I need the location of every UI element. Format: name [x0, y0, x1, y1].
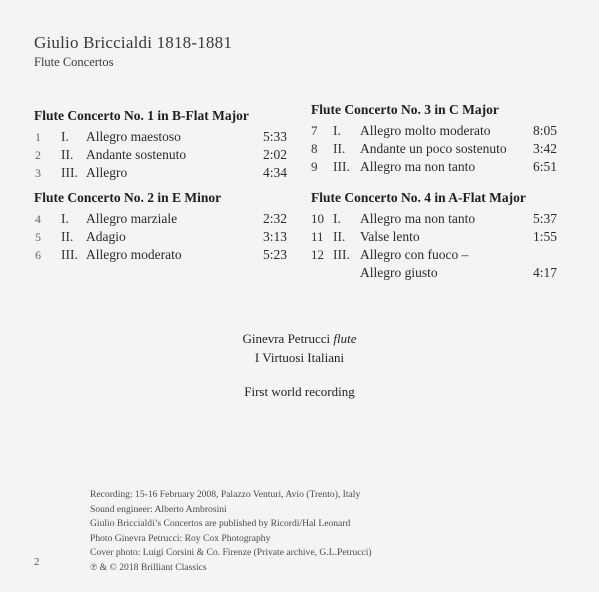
track-duration: 6:51: [532, 159, 557, 174]
track-row: [311, 210, 557, 228]
track-number: 1: [35, 130, 41, 144]
movement-name: Allegro maestoso: [86, 129, 181, 144]
movement-number: II.: [61, 147, 74, 162]
movement-number: I.: [333, 123, 341, 138]
movement-name: Andante sostenuto: [86, 147, 187, 162]
track-duration: 2:02: [262, 147, 287, 162]
track-duration: 5:23: [262, 247, 287, 262]
movement-number: I.: [61, 211, 69, 226]
movement-name: Allegro moderato: [86, 247, 182, 262]
track-number: 5: [35, 230, 41, 244]
track-duration: 4:17: [532, 265, 557, 280]
track-row: [34, 146, 287, 164]
track-row: [34, 128, 287, 146]
track-number: 2: [35, 148, 41, 162]
movement-name: Allegro giusto: [360, 265, 438, 280]
track-number: 10: [311, 211, 324, 226]
note-sound-engineer: Sound engineer: Alberto Ambrosini: [90, 503, 227, 515]
track-row-continuation: [311, 264, 557, 282]
movement-number: II.: [333, 229, 346, 244]
track-row: [34, 246, 287, 264]
concerto-1-section: [34, 108, 287, 182]
movement-name: Allegro ma non tanto: [360, 159, 476, 174]
movement-number: III.: [61, 247, 78, 262]
movement-name: Allegro: [86, 165, 128, 180]
track-row: [311, 228, 557, 246]
movement-name: Allegro ma non tanto: [360, 211, 476, 226]
soloist-name: Ginevra Petrucci: [242, 331, 331, 346]
track-number: 11: [311, 229, 324, 244]
concerto-3-section: [311, 102, 557, 176]
track-duration: 5:37: [532, 211, 557, 226]
movement-name: Valse lento: [360, 229, 420, 244]
track-number: 9: [311, 159, 318, 174]
page-number: 2: [34, 556, 40, 568]
movement-name: Andante un poco sostenuto: [360, 141, 507, 156]
track-duration: 2:32: [262, 211, 287, 226]
movement-number: III.: [333, 247, 350, 262]
track-duration: 3:42: [532, 141, 557, 156]
album-subtitle: Flute Concertos: [34, 55, 114, 69]
concerto-4-section: [311, 190, 557, 282]
note-publisher: Giulio Briccialdi’s Concertos are published by Ricordi/Hal Leonard: [90, 518, 351, 530]
concerto-title: Flute Concerto No. 2 in E Minor: [34, 190, 222, 205]
track-number: 4: [35, 212, 41, 226]
track-number: 6: [35, 248, 41, 262]
track-duration: 4:34: [262, 165, 287, 180]
movement-number: I.: [333, 211, 341, 226]
track-row: [311, 246, 557, 264]
movement-number: I.: [61, 129, 69, 144]
concerto-2-section: [34, 190, 287, 264]
composer-heading: Giulio Briccialdi 1818-1881: [34, 33, 233, 52]
movement-number: III.: [333, 159, 350, 174]
note-copyright: ℗ & © 2018 Brilliant Classics: [90, 561, 207, 573]
track-number: 3: [35, 166, 41, 180]
concerto-title: Flute Concerto No. 4 in A-Flat Major: [311, 190, 526, 205]
concerto-title: Flute Concerto No. 1 in B-Flat Major: [34, 108, 249, 123]
track-row: [311, 140, 557, 158]
movement-number: II.: [61, 229, 74, 244]
track-duration: 1:55: [532, 229, 557, 244]
ensemble-credit: I Virtuosi Italiani: [254, 350, 345, 365]
note-photo-credit: Photo Ginevra Petrucci: Roy Cox Photography: [90, 532, 271, 544]
track-number: 7: [311, 123, 318, 138]
movement-name: Allegro molto moderato: [360, 123, 491, 138]
soloist-instrument: flute: [333, 331, 357, 346]
track-duration: 5:33: [262, 129, 287, 144]
note-recording: Recording: 15-16 February 2008, Palazzo Venturi, Avio (Trento), Italy: [90, 489, 361, 500]
production-notes: [90, 488, 372, 576]
track-row: [34, 210, 287, 228]
concerto-title: Flute Concerto No. 3 in C Major: [311, 102, 499, 117]
track-row: [311, 158, 557, 176]
movement-number: III.: [61, 165, 78, 180]
track-duration: 3:13: [262, 229, 287, 244]
soloist-credit: [0, 331, 599, 347]
track-row: [34, 164, 287, 182]
movement-number: II.: [333, 141, 346, 156]
track-duration: 8:05: [532, 123, 557, 138]
track-row: [311, 122, 557, 140]
track-number: 8: [311, 141, 318, 156]
recording-note: First world recording: [244, 384, 355, 399]
movement-name: Adagio: [86, 229, 126, 244]
movement-name: Allegro marziale: [86, 211, 178, 226]
movement-name: Allegro con fuoco –: [360, 247, 469, 262]
note-cover-photo: Cover photo: Luigi Corsini & Co. Firenze (Private archive, G.L.Petrucci): [90, 547, 372, 559]
track-row: [34, 228, 287, 246]
track-number: 12: [311, 247, 324, 262]
